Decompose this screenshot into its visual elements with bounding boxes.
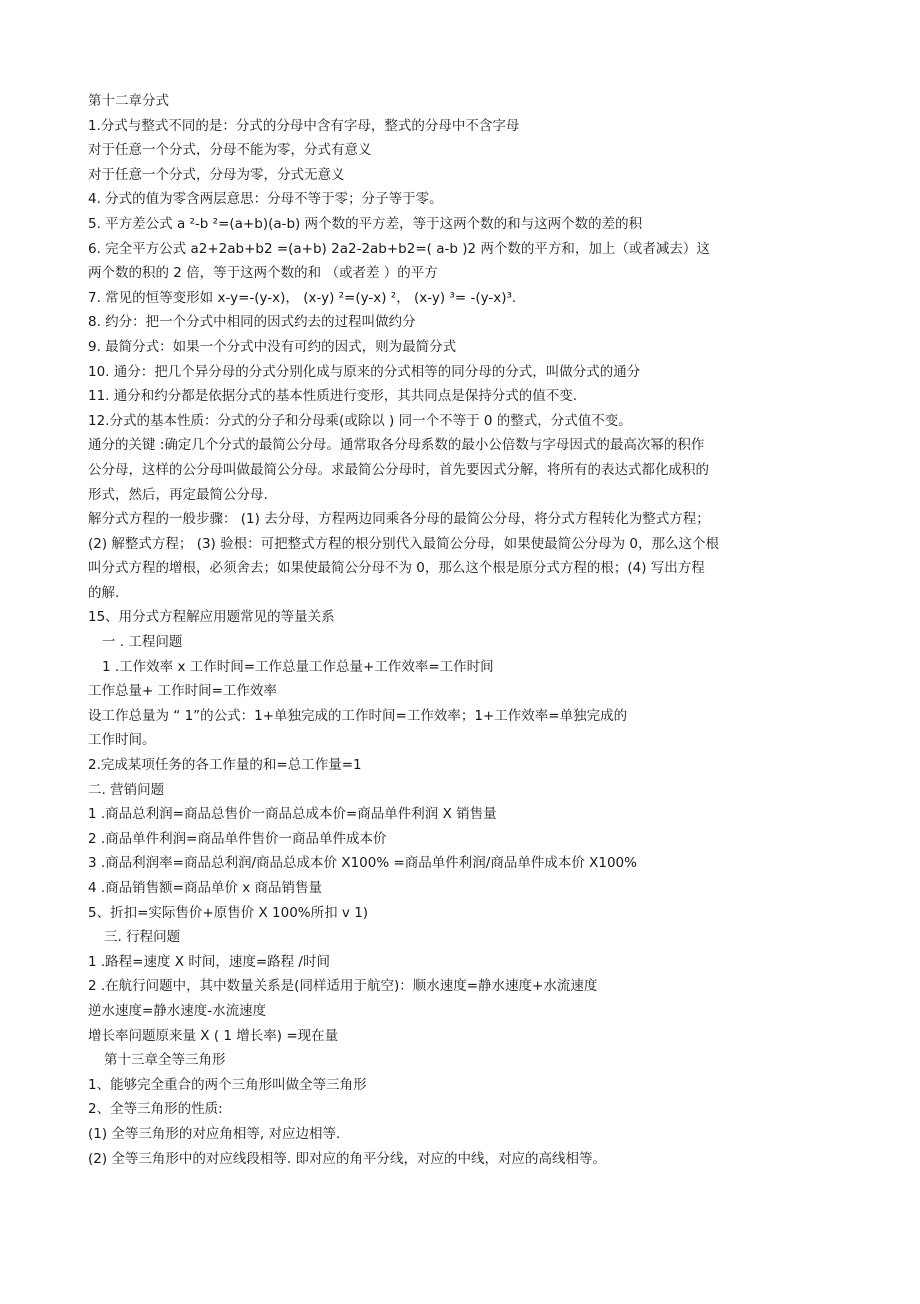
text-line: 两个数的积的 2 倍，等于这两个数的和 （或者差 ）的平方 [88, 265, 438, 282]
text-line: 7. 常见的恒等变形如 x-y=-(y-x)， (x-y) ²=(y-x) ²， (x-y) ³= -(y-x)³. [88, 289, 517, 306]
text-line: 的解. [88, 584, 120, 601]
text-line: 工作时间。 [88, 732, 156, 749]
text-line: 12.分式的基本性质：分式的分子和分母乘(或除以 ) 同一个不等于 0 的整式，分式值不变。 [88, 412, 632, 429]
text-line: 设工作总量为 “ 1”的公式：1+单独完成的工作时间=工作效率；1+工作效率=单独完成的 [88, 707, 628, 724]
text-line: 15、用分式方程解应用题常见的等量关系 [88, 609, 335, 626]
text-line: 形式，然后，再定最简公分母. [88, 486, 268, 503]
text-line: 11. 通分和约分都是依据分式的基本性质进行变形，其共同点是保持分式的值不变. [88, 388, 578, 405]
text-line: 1 .工作效率 x 工作时间=工作总量工作总量+工作效率=工作时间 [102, 658, 494, 675]
text-line: 1、能够完全重合的两个三角形叫做全等三角形 [88, 1076, 367, 1093]
text-line: 1.分式与整式不同的是：分式的分母中含有字母，整式的分母中不含字母 [88, 117, 520, 134]
text-line: (1) 全等三角形的对应角相等, 对应边相等. [88, 1125, 341, 1142]
document-body [88, 89, 778, 1171]
text-line: 5. 平方差公式 a ²-b ²=(a+b)(a-b) 两个数的平方差，等于这两个数的和与这两个数的差的积 [88, 215, 643, 232]
text-line: 9. 最简分式：如果一个分式中没有可约的因式，则为最简分式 [88, 338, 457, 355]
text-line: 叫分式方程的增根，必须舍去；如果使最简公分母不为 0，那么这个根是原分式方程的根；(4) 写出方程 [88, 560, 705, 577]
text-line: 增长率问题原来量 X ( 1 增长率) =现在量 [88, 1027, 339, 1044]
text-line: 2.完成某项任务的各工作量的和=总工作量=1 [88, 757, 362, 774]
text-line: 2 .在航行问题中，其中数量关系是(同样适用于航空)：顺水速度=静水速度+水流速度 [88, 978, 598, 995]
text-line: 3 .商品利润率=商品总利润/商品总成本价 X100% =商品单件利润/商品单件成本价 X100% [88, 855, 637, 872]
text-line: 10. 通分：把几个异分母的分式分别化成与原来的分式相等的同分母的分式，叫做分式的通分 [88, 363, 641, 380]
text-line: (2) 全等三角形中的对应线段相等. 即对应的角平分线，对应的中线，对应的高线相等。 [88, 1150, 606, 1167]
text-line: 三. 行程问题 [104, 929, 181, 946]
text-line: 1 .路程=速度 X 时间，速度=路程 /时间 [88, 953, 330, 970]
text-line: 逆水速度=静水速度-水流速度 [88, 1002, 267, 1019]
text-line: 一 . 工程问题 [102, 634, 183, 651]
text-line: 通分的关键 :确定几个分式的最简公分母。通常取各分母系数的最小公倍数与字母因式的最高次幂的积作 [88, 437, 705, 454]
text-line: 1 .商品总利润=商品总售价一商品总成本价=商品单件利润 X 销售量 [88, 806, 497, 823]
text-line: (2) 解整式方程； (3) 验根：可把整式方程的根分别代入最简公分母，如果使最简公分母为 0，那么这个根 [88, 535, 719, 552]
text-line: 2、全等三角形的性质: [88, 1101, 223, 1118]
text-line: 6. 完全平方公式 a2+2ab+b2 =(a+b) 2a2-2ab+b2=( a-b )2 两个数的平方和，加上（或者减去）这 [88, 240, 710, 257]
text-line: 公分母，这样的公分母叫做最简公分母。求最简公分母时，首先要因式分解，将所有的表达式都化成积的 [88, 461, 709, 478]
text-line: 2 .商品单件利润=商品单件售价一商品单件成本价 [88, 830, 387, 847]
text-line: 4. 分式的值为零含两层意思：分母不等于零；分子等于零。 [88, 191, 443, 208]
text-line: 解分式方程的一般步骤： (1) 去分母，方程两边同乘各分母的最简公分母，将分式方程转化为整式方程； [88, 511, 710, 528]
text-line: 第十三章全等三角形 [104, 1052, 226, 1069]
text-line: 8. 约分：把一个分式中相同的因式约去的过程叫做约分 [88, 314, 416, 331]
text-line: 5、折扣=实际售价+原售价 X 100%所扣 v 1) [88, 904, 369, 921]
text-line: 对于任意一个分式，分母为零，分式无意义 [88, 166, 345, 183]
text-line: 第十二章分式 [88, 93, 169, 109]
text-line: 工作总量+ 工作时间=工作效率 [88, 683, 277, 700]
text-line: 对于任意一个分式，分母不能为零，分式有意义 [88, 142, 372, 159]
text-line: 4 .商品销售额=商品单价 x 商品销售量 [88, 880, 323, 896]
text-line: 二. 营销问题 [88, 781, 165, 798]
